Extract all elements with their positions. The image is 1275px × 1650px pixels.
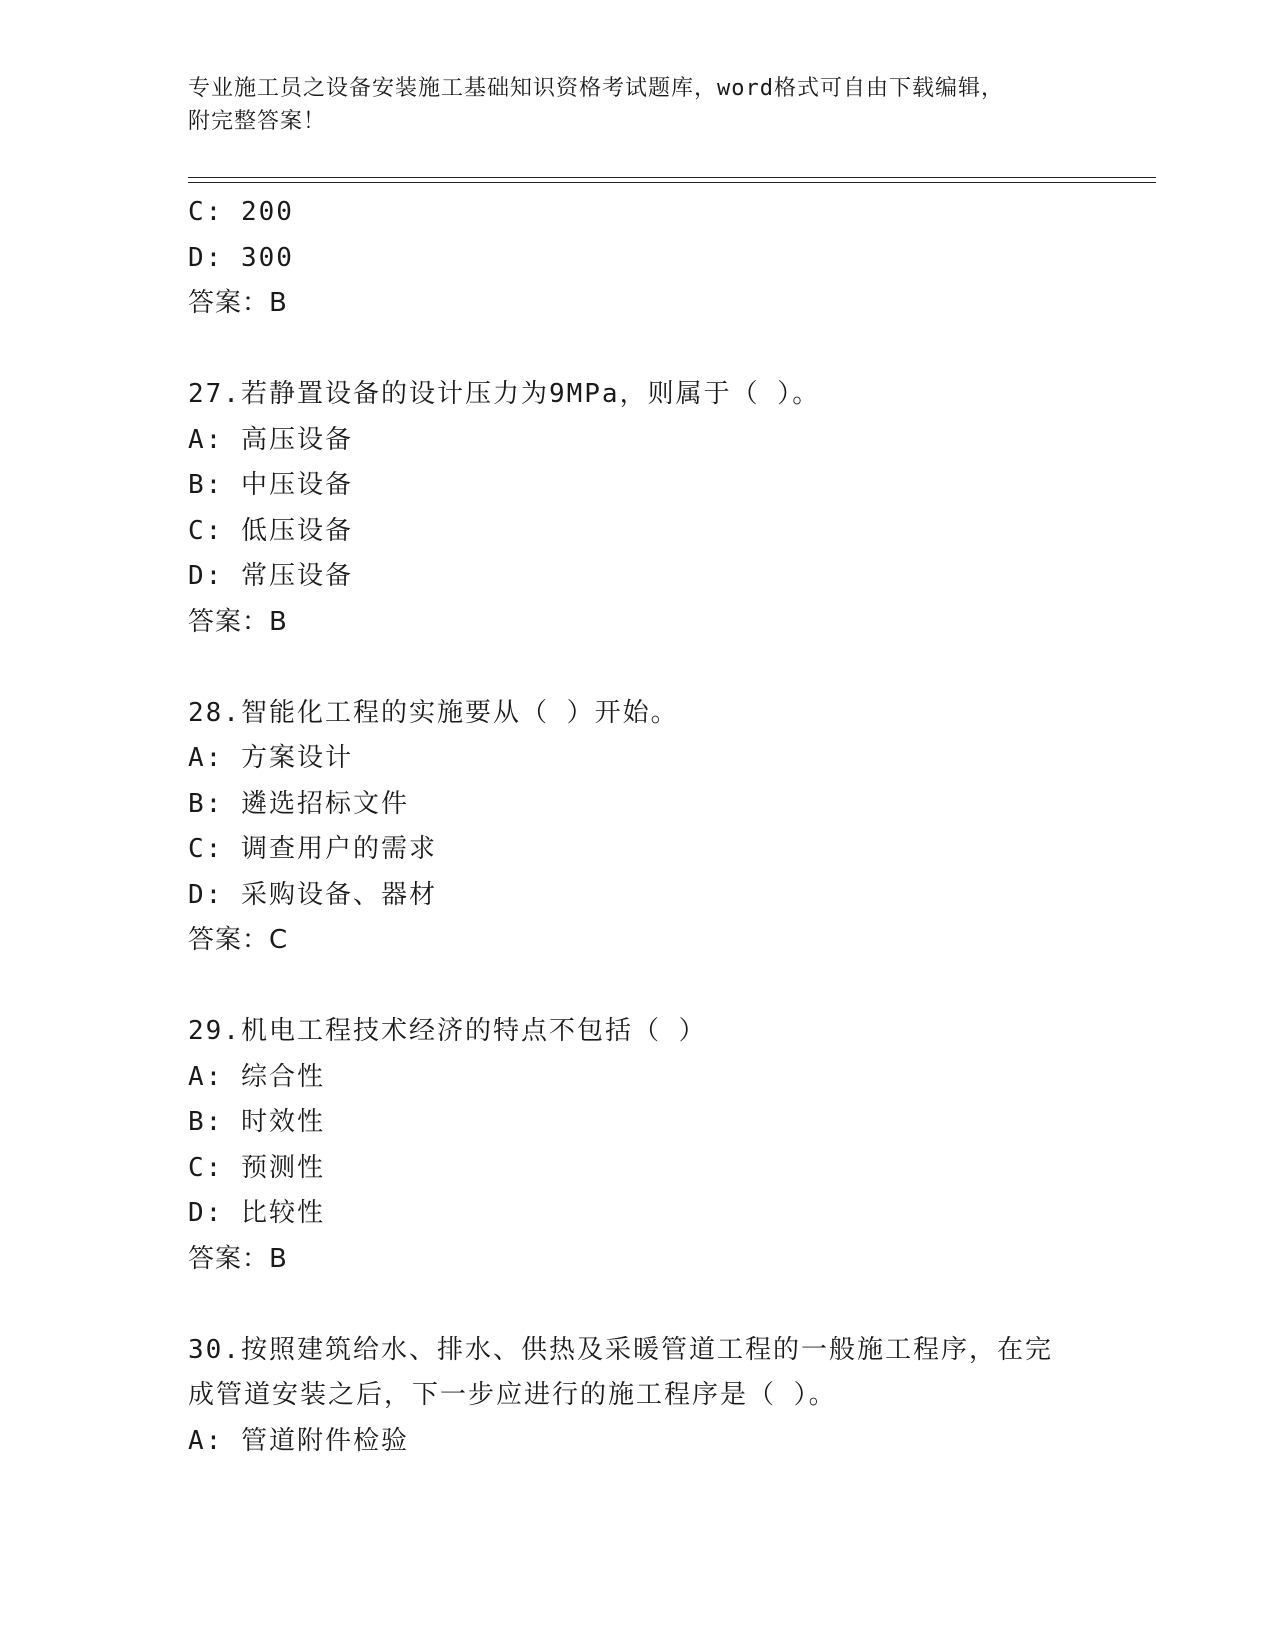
option-d: D: 常压设备: [188, 561, 353, 591]
question-text: 27.若静置设备的设计压力为9MPa，则属于（ ）。: [188, 379, 821, 409]
option-d: D: 比较性: [188, 1198, 325, 1228]
question-text: 29.机电工程技术经济的特点不包括（ ）: [188, 1016, 707, 1046]
question-block-26-tail: [188, 190, 1108, 327]
header-divider-top: [188, 177, 1156, 178]
question-block-29: [188, 1009, 1108, 1282]
document-header: [188, 72, 1088, 138]
option-a: A: 综合性: [188, 1061, 325, 1092]
option-c: C: 调查用户的需求: [188, 834, 437, 864]
question-text: 28.智能化工程的实施要从（ ）开始。: [188, 697, 679, 728]
option-b: B: 中压设备: [188, 470, 353, 500]
question-block-28: [188, 691, 1108, 964]
answer: 答案：C: [188, 925, 289, 955]
spacer: [188, 964, 1108, 1010]
answer: 答案：B: [188, 606, 288, 637]
option-d: D: 300: [188, 242, 294, 273]
option-a: A: 管道附件检验: [188, 1425, 409, 1456]
option-a: A: 方案设计: [188, 743, 353, 773]
spacer: [188, 327, 1108, 373]
spacer: [188, 1282, 1108, 1328]
option-b: B: 遴选招标文件: [188, 788, 409, 819]
header-line-1: 专业施工员之设备安装施工基础知识资格考试题库，word格式可自由下载编辑，: [188, 76, 1004, 101]
question-text-line-2: 成管道安装之后，下一步应进行的施工程序是（ ）。: [188, 1380, 837, 1410]
question-text-line-1: 30.按照建筑给水、排水、供热及采暖管道工程的一般施工程序，在完: [188, 1334, 1053, 1365]
answer: 答案：B: [188, 1243, 288, 1274]
spacer: [188, 645, 1108, 691]
option-a: A: 高压设备: [188, 424, 353, 455]
answer: 答案：B: [188, 288, 288, 318]
option-c: C: 预测性: [188, 1152, 325, 1183]
option-b: B: 时效性: [188, 1107, 325, 1137]
question-block-27: [188, 372, 1108, 645]
option-c: C: 200: [188, 197, 294, 227]
option-c: C: 低压设备: [188, 515, 353, 546]
question-block-30: [188, 1328, 1108, 1465]
question-list: [188, 190, 1108, 1464]
option-d: D: 采购设备、器材: [188, 879, 437, 910]
header-divider-bottom: [188, 182, 1156, 183]
header-line-2: 附完整答案！: [188, 109, 327, 134]
